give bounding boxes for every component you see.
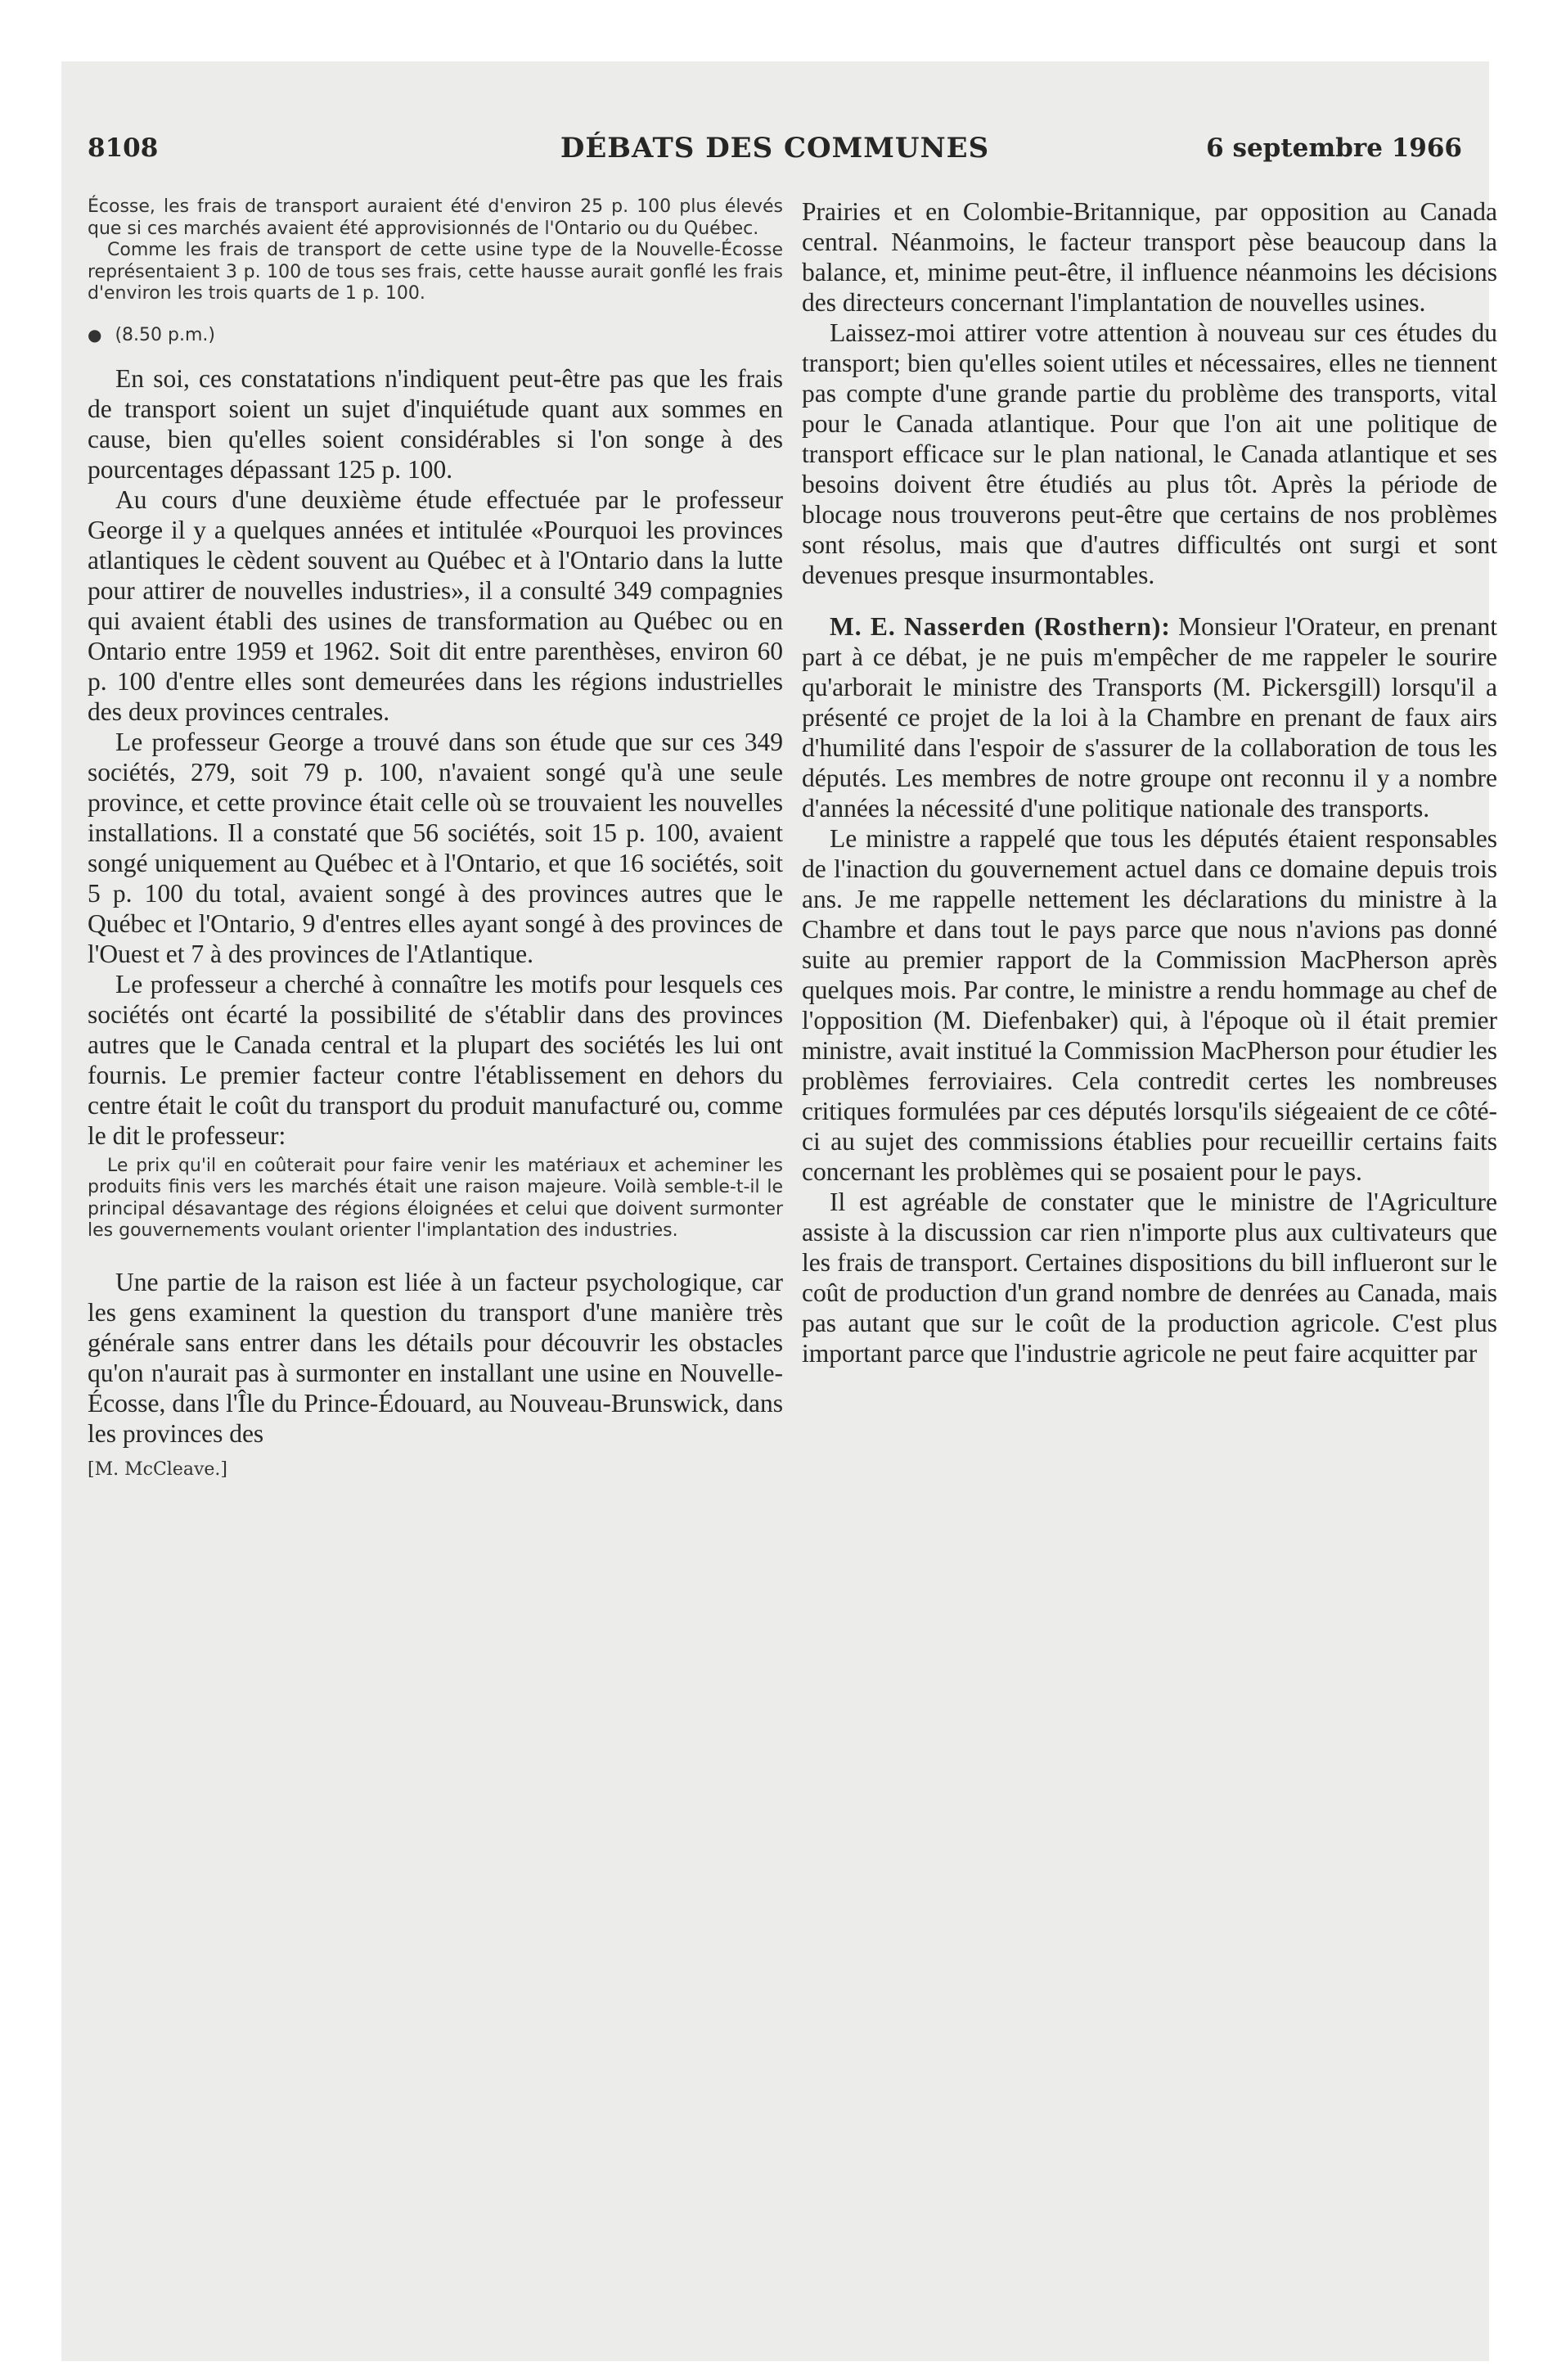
paragraph: Le ministre a rappelé que tous les députés étaient responsables de l'inaction du gouvernement actuel dans ce domaine depuis trois ans. Je me rappelle nettement les déclarations du ministre à la Chambre et dans tout le pays parce que nous n'avions pas donné suite au premier rapport de la Commission MacPherson après quelques mois. Par contre, le ministre a rendu hommage au chef de l'opposition (M. Diefenbaker) qui, à l'époque où il était premier ministre, avait institué la Commission MacPherson pour étudier les problèmes ferroviaires. Cela contredit certes les nombreuses critiques formulées par ces députés lorsqu'ils siégeaient de ce côté-ci au sujet des commissions établies pour recueillir certains faits concernant les problèmes qui se posaient pour le pays. — [802, 824, 1497, 1186]
spacer — [802, 590, 1497, 611]
block-quote — [88, 1156, 783, 1242]
timestamp-text: (8.50 p.m.) — [115, 324, 215, 345]
paragraph: Le professeur George a trouvé dans son étude que sur ces 349 sociétés, 279, soit 79 p. 100, n'avaient songé qu'à une seule province, et cette province était celle où se trouvaient les nouvelles installations. Il a constaté que 56 sociétés, soit 15 p. 100, avaient songé uniquement au Québec et à l'Ontario, et que 16 sociétés, soit 5 p. 100 du total, avaient songé à des provinces autres que le Québec et l'Ontario, 9 d'entres elles ayant songé à des provinces de l'Ouest et 7 à des provinces de l'Atlantique. — [88, 727, 783, 968]
paragraph: Le professeur a cherché à connaître les motifs pour lesquels ces sociétés ont écarté la possibilité de s'établir dans des provinces autres que le Canada central et la plupart des sociétés les lui ont fournis. Le premier facteur contre l'établissement en dehors du centre était le coût du transport du produit manufacturé ou, comme le dit le professeur: — [88, 969, 783, 1150]
speaker-name: M. E. Nasserden (Rosthern): — [830, 612, 1171, 641]
speaker-footer: [M. McCleave.] — [88, 1458, 227, 1480]
paragraph: Prairies et en Colombie-Britannique, par opposition au Canada central. Néanmoins, le facteur transport pèse beaucoup dans la balance, et, minime peut-être, il influence néanmoins les décisions des directeurs concernant l'implantation de nouvelles usines. — [802, 197, 1497, 317]
paragraph: Écosse, les frais de transport auraient été d'environ 25 p. 100 plus élevés que si ces marchés avaient été approvisionnés de l'Ontario ou du Québec. — [88, 196, 783, 239]
speech-text: Monsieur l'Orateur, en prenant part à ce débat, je ne puis m'empêcher de me rappeler le sourire qu'arborait le ministre des Transports (M. Pickersgill) lorsqu'il a présenté ce projet de la loi à la Chambre en prenant de faux airs d'humilité dans l'espoir de s'assurer de la collaboration de tous les députés. Les membres de notre groupe ont reconnu il y a nombre d'années la nécessité d'une politique nationale des transports. — [802, 612, 1497, 823]
right-column — [802, 196, 1497, 1368]
timestamp — [88, 323, 783, 347]
paragraph: En soi, ces constatations n'indiquent peut-être pas que les frais de transport soient un sujet d'inquiétude quant aux sommes en cause, bien qu'elles soient considérables si l'on songe à des pourcentages dépassant 125 p. 100. — [88, 363, 783, 484]
page-number: 8108 — [88, 133, 159, 163]
left-column — [88, 196, 783, 1481]
page-title: DÉBATS DES COMMUNES — [560, 132, 990, 165]
quote-text: Le prix qu'il en coûterait pour faire venir les matériaux et acheminer les produits finis vers les marchés était une raison majeure. Voilà semble-t-il le principal désavantage des régions éloignées et celui que doivent surmonter les gouvernements voulant orienter l'implantation des industries. — [88, 1155, 783, 1241]
page — [61, 61, 1497, 2361]
paragraph: Il est agréable de constater que le ministre de l'Agriculture assiste à la discussion car rien n'importe plus aux cultivateurs que les frais de transport. Certaines dispositions du bill influeront sur le coût de production d'un grand nombre de denrées au Canada, mais pas autant que sur le coût de la production agricole. C'est plus important parce que l'industrie agricole ne peut faire acquitter par — [802, 1188, 1497, 1368]
paragraph — [802, 611, 1497, 823]
page-header — [88, 133, 1462, 183]
paragraph: Comme les frais de transport de cette usine type de la Nouvelle-Écosse représentaient 3 p. 100 de tous ses frais, cette hausse aurait gonflé les frais d'environ les trois quarts de 1 p. 100. — [88, 240, 783, 304]
page-date: 6 septembre 1966 — [1206, 133, 1462, 163]
paragraph: Au cours d'une deuxième étude effectuée par le professeur George il y a quelques années et intitulée «Pourquoi les provinces atlantiques le cèdent souvent au Québec et à l'Ontario dans la lutte pour attirer de nouvelles industries», il a consulté 349 compagnies qui avaient établi des usines de transformation au Québec ou en Ontario entre 1959 et 1962. Soit dit entre parenthèses, environ 60 p. 100 d'entre elles sont demeurées dans les régions industrielles des deux provinces centrales. — [88, 485, 783, 726]
paragraph: Une partie de la raison est liée à un facteur psychologique, car les gens examinent la question du transport d'une manière très générale sans entrer dans les détails pour découvrir les obstacles qu'on n'aurait pas à surmonter en installant une usine en Nouvelle-Écosse, dans l'Île du Prince-Édouard, au Nouveau-Brunswick, dans les provinces des — [88, 1267, 783, 1448]
bullet-icon: ● — [88, 324, 102, 345]
paragraph: Laissez-moi attirer votre attention à nouveau sur ces études du transport; bien qu'elles soient utiles et nécessaires, elles ne tiennent pas compte d'une grande partie du problème des transports, vital pour le Canada atlantique. Pour que l'on ait une politique de transport efficace sur le plan national, le Canada atlantique et ses besoins doivent être étudiés au plus tôt. Après la période de blocage nous trouverons peut-être que certains de nos problèmes sont résolus, mais que d'autres difficultés ont surgi et sont devenues presque insurmontables. — [802, 318, 1497, 589]
